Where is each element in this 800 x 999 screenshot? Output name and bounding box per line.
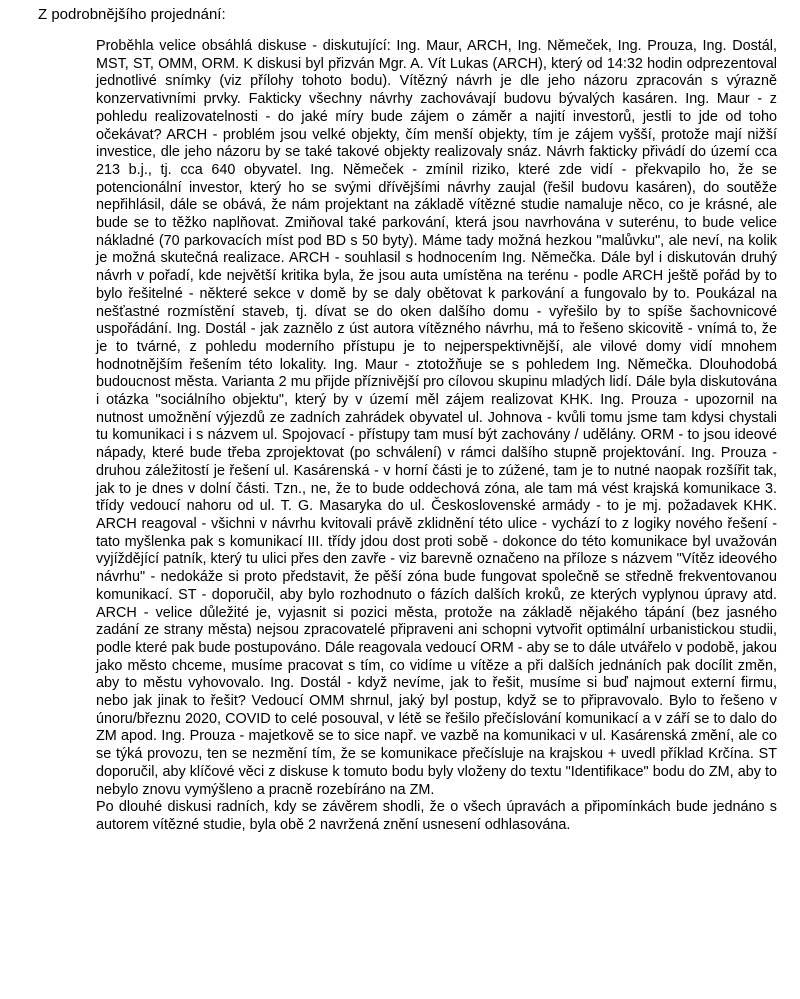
resolution-paragraph: Po dlouhé diskusi radních, kdy se závěrem shodli, že o všech úpravách a připomínkách bude jednáno s autorem vítězné studie, byla obě 2 navržená znění usnesení odhlasována.: [96, 799, 777, 833]
discussion-paragraph: Proběhla velice obsáhlá diskuse - diskutující: Ing. Maur, ARCH, Ing. Němeček, Ing. Prouza, Ing. Dostál, MST, ST, OMM, ORM. K diskusi byl přizván Mgr. A. Vít Lukas (ARCH), který od 14:32 hodin odprezentoval jednotlivé snímky (viz přílohy tohoto bodu). Vítězný návrh je dle jeho názoru zpracován s výrazně konzervativními prvky. Fakticky všechny návrhy zachovávají budovu bývalých kasáren. Ing. Maur - z pohledu realizovatelnosti - do jaké míry bude zájem o záměr a najití investorů, jestli to jde od toho očekávat? ARCH - problém jsou velké objekty, čím menší objekty, tím je zájem vyšší, protože mají nižší investice, dle jeho názoru by se také takové objekty realizovaly snáz. Návrh fakticky přivádí do území cca 213 b.j., tj. cca 640 obyvatel. Ing. Němeček - zmínil riziko, které zde vidí - překvapilo ho, že se potencionální investor, který ho se svými dřívějšími návrhy zaujal (řešil budovu kasáren), do soutěže nepřihlásil, dále se obává, že nám projektant na základě vítězné studie namaluje něco, co je krásné, ale bude se to těžko naplňovat. Zmiňoval také parkování, která jsou navrhována v suterénu, to bude velice nákladné (70 parkovacích míst pod BD s 50 byty). Máme tady možná hezkou "malůvku", ale neví, na kolik je možná skutečná realizace. ARCH - souhlasil s hodnocením Ing. Němečka. Dále byl i diskutován druhý návrh v pořadí, kde největší kritika byla, že jsou auta umístěna na terénu - podle ARCH ještě pořád by to bylo řešitelné - některé sekce v domě by se daly obětovat k parkování a fungovalo by to. Poukázal na nešťastné rozmístění staveb, tj. dívat se do oken dalšího domu - vyřešilo by to spíše šachovnicové uspořádání. Ing. Dostál - jak zaznělo z úst autora vítězného návrhu, má to řešeno skicovitě - vnímá to, že je to tvárné, z pohledu moderního přístupu je to nejperspektivnější, ale vilové domy vidí mnohem hodnotnějším řešením této lokality. Ing. Maur - ztotožňuje se s pohledem Ing. Němečka. Dlouhodobá budoucnost města. Varianta 2 mu přijde příznivější pro cílovou skupinu mladých lidí. Dále byla diskutována i otázka "sociálního objektu", který by v území měl zájem realizovat KHK. Ing. Prouza - upozornil na nutnost umožnění výjezdů ze zadních zahrádek obyvatel ul. Johnova - kvůli tomu jsme tam kdysi chystali tu komunikaci i s názvem ul. Spojovací - přístupy tam musí být zachovány / udělány. ORM - to jsou ideové nápady, které bude třeba zprojektovat (po schválení) v rámci dalšího stupně projektování. Ing. Prouza - druhou záležitostí je řešení ul. Kasárenská - v horní části je to zúžené, tam je to nutné naopak rozšířit tak, jak to je dnes v dolní části. Tzn., ne, že to bude oddechová zóna, ale tam má vést krajská komunikace 3. třídy vedoucí nahoru od ul. T. G. Masaryka do ul. Československé armády - to je mj. požadavek KHK. ARCH reagoval - všichni v návrhu kvitovali právě zklidnění této ulice - vychází to z logiky nového řešení - tato myšlenka pak s komunikací III. třídy jdou dost proti sobě - dokonce do této komunikace byl uvažován vyjíždějící patník, který tu ulici přes den zavře - viz barevně označeno na příloze s názvem "Vítěz ideového návrhu" - nedokáže si proto představit, že pěší zóna bude fungovat společně se středně frekventovanou komunikací. ST - doporučil, aby bylo rozhodnuto o fázích dalších kroků, ze kterých vyplynou úpravy atd. ARCH - velice důležité je, vyjasnit si pozici města, protože na základě nějakého tápání (bez jasného zadání ze strany města) nejsou zpracovatelé připraveni ani schopni vytvořit optimální urbanistickou studii, podle které pak bude postupováno. Dále reagovala vedoucí ORM - aby se to dále utvářelo v podobě, jakou jako město chceme, musíme pracovat s tím, co vidíme u vítěze a při dalších jednáních pak docílit změn, aby to městu vyhovovalo. Ing. Dostál - když nevíme, jak to řešit, musíme si buď najmout externí firmu, nebo jak jinak to řešit? Vedoucí OMM shrnul, jaký byl postup, když se to připravovalo. Bylo to řešeno v únoru/březnu 2020, COVID to celé posouval, v létě se řešilo přečíslování komunikací a v září se to dalo do ZM apod. Ing. Prouza - majetkově se to sice např. ve vazbě na komunikaci v ul. Kasárenská změní, ale co se týká provozu, ten se nezmění tím, že se komunikace přečísluje na krajskou + uvedl příklad Krčína. ST doporučil, aby klíčové věci z diskuse k tomuto bodu byly vloženy do textu "Identifikace" bodu do ZM, aby to nebylo znovu vymýšleno a pracně rozebíráno na ZM.: [96, 38, 777, 798]
discussion-body: [96, 38, 777, 835]
section-heading: Z podrobnějšího projednání:: [38, 6, 226, 23]
